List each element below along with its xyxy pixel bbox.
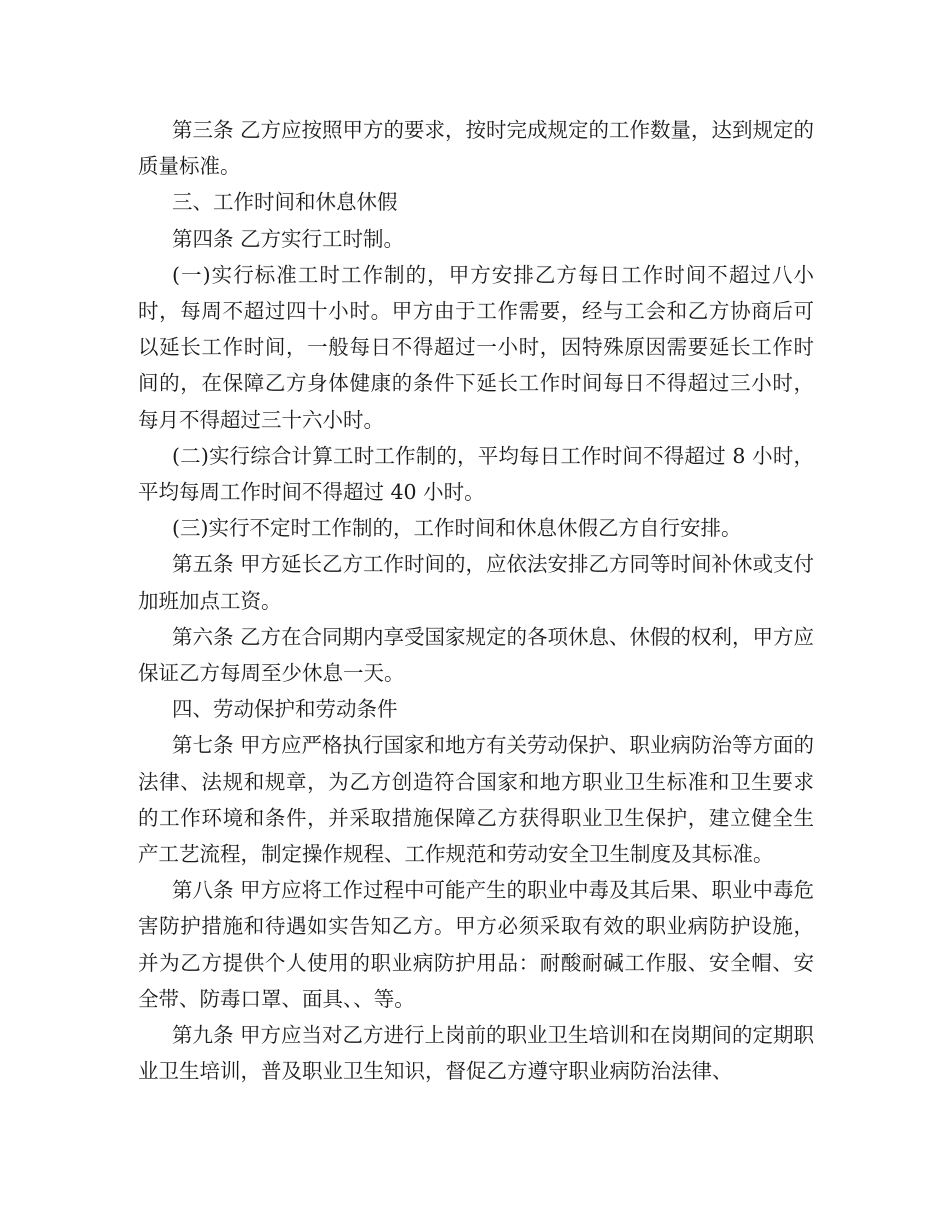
article-3-paragraph: 第三条 乙方应按照甲方的要求，按时完成规定的工作数量，达到规定的质量标准。 bbox=[138, 118, 815, 179]
article-8-paragraph: 第八条 甲方应将工作过程中可能产生的职业中毒及其后果、职业中毒危害防护措施和待遇如实告知乙方。甲方必须采取有效的职业病防护设施，并为乙方提供个人使用的职业病防护用品：耐酸耐碱工作服、安全帽、安全带、防毒口罩、面具、、等。 bbox=[138, 878, 815, 1011]
article-4-item-1: (一)实行标准工时工作制的，甲方安排乙方每日工作时间不超过八小时，每周不超过四十小时。甲方由于工作需要，经与工会和乙方协商后可以延长工作时间，一般每日不得超过一小时，因特殊原因需要延长工作时间的，在保障乙方身体健康的条件下延长工作时间每日不得超过三小时，每月不得超过三十六小时。 bbox=[138, 262, 814, 432]
article-6-paragraph: 第六条 乙方在合同期内享受国家规定的各项休息、休假的权利，甲方应保证乙方每周至少休息一天。 bbox=[138, 624, 815, 686]
article-4-item-2: (二)实行综合计算工时工作制的，平均每日工作时间不得超过 8 小时，平均每周工作时间不得超过 40 小时。 bbox=[138, 443, 814, 505]
section-3-heading: 三、工作时间和休息休假 bbox=[172, 190, 398, 215]
document-body bbox=[138, 112, 814, 1089]
article-4-item-3: (三)实行不定时工作制的，工作时间和休息休假乙方自行安排。 bbox=[172, 516, 742, 541]
article-7-paragraph: 第七条 甲方应严格执行国家和地方有关劳动保护、职业病防治等方面的法律、法规和规章，为乙方创造符合国家和地方职业卫生标准和卫生要求的工作环境和条件，并采取措施保障乙方获得职业卫生保护，建立健全生产工艺流程，制定操作规程、工作规范和劳动安全卫生制度及其标准。 bbox=[138, 733, 815, 867]
article-5-paragraph: 第五条 甲方延长乙方工作时间的，应依法安排乙方同等时间补休或支付加班加点工资。 bbox=[138, 552, 815, 613]
section-4-heading: 四、劳动保护和劳动条件 bbox=[172, 697, 398, 722]
article-9-paragraph: 第九条 甲方应当对乙方进行上岗前的职业卫生培训和在岗期间的定期职业卫生培训，普及职业卫生知识，督促乙方遵守职业病防治法律、 bbox=[138, 1023, 815, 1084]
article-4-paragraph: 第四条 乙方实行工时制。 bbox=[172, 226, 405, 251]
